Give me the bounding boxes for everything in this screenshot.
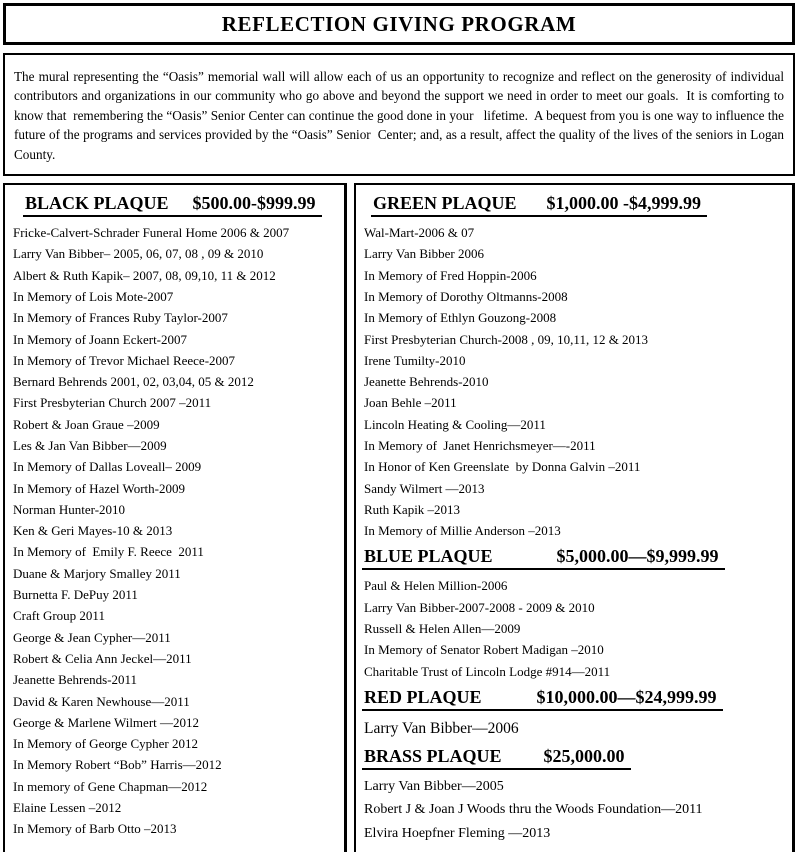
- donor-item: In Memory of Senator Robert Madigan –2010: [364, 642, 604, 658]
- donor-item: George & Marlene Wilmert —2012: [13, 714, 200, 730]
- donor-list-green: [362, 222, 788, 541]
- intro-paragraph: The mural representing the “Oasis” memorial wall will allow each of us an opportunity to recognize and reflect on the generosity of individual contributors and organizations in our community who go above and beyond the support we need in order to meet our goals. It is comforting to know that remembering the “Oasis” Senior Center can continue the good done in your lifetime. A bequest from you is one way to influence the future of the programs and services provided by the “Oasis” Senior Center; and, as a result, affect the quality of the lives of the seniors in Logan County.: [14, 69, 788, 162]
- donor-item: Elaine Lessen –2012: [13, 800, 122, 816]
- section-heading-blue-plaque: [362, 546, 788, 570]
- donor-item: Irene Tumilty-2010: [364, 352, 466, 368]
- plaque-level-name: RED PLAQUE: [364, 686, 482, 707]
- donor-item: In Memory Robert “Bob” Harris—2012: [13, 757, 222, 773]
- donor-list-black: [11, 222, 340, 840]
- section-heading-brass-plaque: [362, 746, 788, 770]
- donor-item: First Presbyterian Church-2008 , 09, 10,11, 12 & 2013: [364, 331, 649, 347]
- donor-item: In Memory of Lois Mote-2007: [13, 288, 174, 304]
- plaque-price-range: $500.00-$999.99: [192, 193, 316, 214]
- donor-item: In Memory of George Cypher 2012: [13, 736, 198, 752]
- donor-list-red: [362, 716, 788, 741]
- donor-item: In Memory of Dallas Loveall– 2009: [13, 459, 202, 475]
- donor-item: In Memory of Dorothy Oltmanns-2008: [364, 288, 568, 304]
- donor-item: Elvira Hoepfner Fleming —2013: [364, 825, 551, 841]
- donor-list-blue: [362, 575, 788, 681]
- donor-item: Ruth Kapik –2013: [364, 501, 461, 517]
- plaque-level-name: BRASS PLAQUE: [364, 745, 502, 766]
- donor-item: Fricke-Calvert-Schrader Funeral Home 2006 & 2007: [13, 225, 290, 241]
- donor-item: Robert & Joan Graue –2009: [13, 416, 160, 432]
- plaque-price-range: $5,000.00—$9,999.99: [556, 546, 719, 567]
- plaque-level-name: BLUE PLAQUE: [364, 546, 493, 567]
- title-box: [3, 3, 795, 45]
- section-heading-black-plaque: [11, 193, 340, 217]
- donor-item: In Honor of Ken Greenslate by Donna Galvin –2011: [364, 459, 641, 475]
- donor-item: Larry Van Bibber—2006: [364, 719, 519, 737]
- donor-list-brass: [362, 775, 788, 846]
- donor-item: Lincoln Heating & Cooling—2011: [364, 416, 546, 432]
- donor-item: Larry Van Bibber 2006: [364, 246, 484, 262]
- plaque-price-range: $1,000.00 -$4,999.99: [546, 193, 702, 214]
- section-heading-underline: [362, 546, 725, 570]
- donor-item: Russell & Helen Allen—2009: [364, 621, 521, 637]
- donor-item: Robert J & Joan J Woods thru the Woods Foundation—2011: [364, 802, 703, 818]
- section-heading-green-plaque: [362, 193, 788, 217]
- donor-item: In Memory of Trevor Michael Reece-2007: [13, 352, 236, 368]
- donor-item: In Memory of Hazel Worth-2009: [13, 480, 186, 496]
- plaque-level-name: GREEN PLAQUE: [373, 193, 517, 214]
- donor-item: Charitable Trust of Lincoln Lodge #914—2011: [364, 663, 611, 679]
- donor-item: Larry Van Bibber– 2005, 06, 07, 08 , 09 & 2010: [13, 246, 264, 262]
- section-heading-underline: [362, 687, 723, 711]
- donor-item: Wal-Mart-2006 & 07: [364, 225, 475, 241]
- plaque-columns: [3, 183, 795, 852]
- donor-item: In Memory of Barb Otto –2013: [13, 821, 177, 837]
- donor-item: Ken & Geri Mayes-10 & 2013: [13, 523, 173, 539]
- donor-item: In memory of Gene Chapman—2012: [13, 778, 208, 794]
- donor-item: Craft Group 2011: [13, 608, 105, 624]
- donor-item: In Memory of Ethlyn Gouzong-2008: [364, 310, 557, 326]
- donor-item: In Memory of Emily F. Reece 2011: [13, 544, 204, 560]
- plaque-level-name: BLACK PLAQUE: [25, 193, 169, 214]
- donor-item: In Memory of Fred Hoppin-2006: [364, 267, 537, 283]
- section-heading-underline: [23, 193, 322, 217]
- donor-item: Norman Hunter-2010: [13, 501, 126, 517]
- section-heading-underline: [371, 193, 707, 217]
- donor-item: Jeanette Behrends-2011: [13, 672, 138, 688]
- section-heading-red-plaque: [362, 687, 788, 711]
- donor-item: Robert & Celia Ann Jeckel—2011: [13, 650, 192, 666]
- donor-item: Sandy Wilmert —2013: [364, 480, 485, 496]
- donor-item: In Memory of Millie Anderson –2013: [364, 523, 561, 539]
- donor-item: Jeanette Behrends-2010: [364, 374, 489, 390]
- left-column: [3, 183, 347, 852]
- donor-item: In Memory of Janet Henrichsmeyer—-2011: [364, 438, 596, 453]
- donor-item: Larry Van Bibber-2007-2008 - 2009 & 2010: [364, 599, 595, 615]
- donor-item: Duane & Marjory Smalley 2011: [13, 565, 181, 581]
- donor-item: Larry Van Bibber—2005: [364, 778, 504, 794]
- section-heading-underline: [362, 746, 631, 770]
- donor-item: David & Karen Newhouse—2011: [13, 693, 190, 709]
- intro-box: [3, 53, 795, 176]
- right-column: [354, 183, 795, 852]
- donor-item: George & Jean Cypher—2011: [13, 629, 171, 645]
- donor-item: Joan Behle –2011: [364, 395, 457, 411]
- donor-item: First Presbyterian Church 2007 –2011: [13, 395, 212, 411]
- donor-item: Burnetta F. DePuy 2011: [13, 587, 138, 603]
- donor-item: Albert & Ruth Kapik– 2007, 08, 09,10, 11 & 2012: [13, 267, 276, 283]
- donor-item: In Memory of Frances Ruby Taylor-2007: [13, 310, 228, 326]
- page-title: REFLECTION GIVING PROGRAM: [221, 11, 577, 36]
- plaque-price-range: $25,000.00: [543, 745, 625, 766]
- plaque-price-range: $10,000.00—$24,999.99: [536, 686, 717, 707]
- donor-item: In Memory of Joann Eckert-2007: [13, 331, 188, 347]
- donor-item: Paul & Helen Million-2006: [364, 578, 508, 594]
- donor-item: Les & Jan Van Bibber—2009: [13, 438, 167, 453]
- donor-item: Bernard Behrends 2001, 02, 03,04, 05 & 2012: [13, 374, 254, 390]
